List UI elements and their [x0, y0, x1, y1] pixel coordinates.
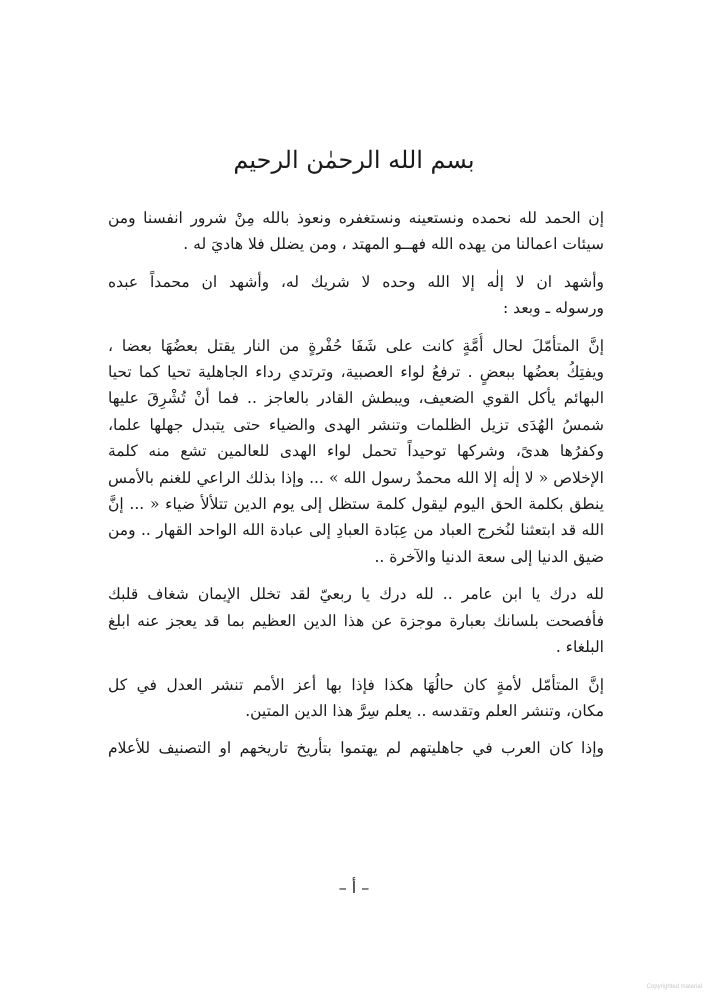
text-line: فأفصحت بلسانك بعبارة موجزة عن هذا الدين العظيم بما قد يعجز عنه ابلغ [108, 611, 604, 630]
paragraph-arabs-history [108, 735, 604, 761]
text-line: مكان، وتنشر العلم وتقدسه .. يعلم سِرَّ هذا الدين المتين. [245, 701, 604, 720]
text-line: لله درك يا ابن عامر .. لله درك يا ربعيّ لقد تخلل الإيمان شغاف قلبك [108, 585, 604, 604]
text-line: ويفتِكُ بعضُها ببعضٍ . ترفعُ لواء العصبية، وترتدي رداء الجاهلية تحيا كما تحيا [108, 363, 604, 382]
text-line: البلغاء . [555, 638, 604, 657]
body-text [108, 205, 604, 762]
text-line: البهائم يأكل القوي الضعيف، ويبطش القادر بالعاجز .. فما أنْ تُشْرِقَ عليها [108, 389, 604, 408]
text-line: إن الحمد لله نحمده ونستعينه ونستغفره ونعوذ بالله مِنْ شرور انفسنا ومن [108, 209, 604, 227]
text-line: الله قد ابتعثنا لنُخرج العباد من عِبَادة العبادِ إلى عبادة الله الواحد القهار .. ومن [108, 521, 604, 540]
text-line: ضيق الدنيا إلى سعة الدنيا والآخرة .. [374, 547, 604, 566]
page-number: – أ – [338, 878, 370, 897]
paragraph-opening-praise [108, 205, 604, 258]
copyright-watermark: Copyrighted material [646, 984, 702, 990]
text-line: سيئات اعمالنا من يهده الله فهــو المهتد ، ومن يضلل فلا هاديَ له . [183, 235, 604, 254]
text-line: إنَّ المتأمّل لأمةٍ كان حالُهَا هكذا فإذا بها أعز الأمم تنشر العدل في كل [108, 675, 604, 694]
text-line: الإخلاص « لا إلٰه إلا الله محمدٌ رسول الله » ... وإذا بذلك الراعي للغنم بالأمس [108, 468, 604, 487]
text-line: وإذا كان العرب في جاهليتهم لم يهتموا بتأريخ تاريخهم او التصنيف للأعلام [108, 739, 604, 758]
text-line: شمسُ الهُدَى تزيل الظلمات وتنشر الهدى والضياء حتى يتبدل جهلها علما، [108, 415, 604, 434]
text-line: وأشهد ان لا إلٰه إلا الله وحده لا شريك له، وأشهد ان محمداً عبده [108, 272, 604, 291]
text-line: وكفرُها هدىً، وشركها توحيداً تحمل لواء الهدى للعالمين تشع منه كلمة [108, 442, 604, 461]
text-line: إنَّ المتأمّلَ لحال أُمَّةٍ كانت على شَفَا حُفْرةٍ من النار يقتل بعضُهَا بعضا ، [108, 336, 604, 355]
paragraph-ibn-amer [108, 581, 604, 660]
paragraph-nation-reflection [108, 333, 604, 571]
text-line: ورسوله ـ وبعد : [503, 299, 604, 318]
paragraph-justice [108, 672, 604, 725]
paragraph-testimony [108, 269, 604, 322]
text-line: ينطق بكلمة الحق اليوم ليقول كلمة ستظل إلى يوم الدين تتلألأ ضياء « ... إنَّ [108, 495, 604, 514]
basmala-heading: بسم الله الرحمٰن الرحيم [233, 146, 475, 174]
